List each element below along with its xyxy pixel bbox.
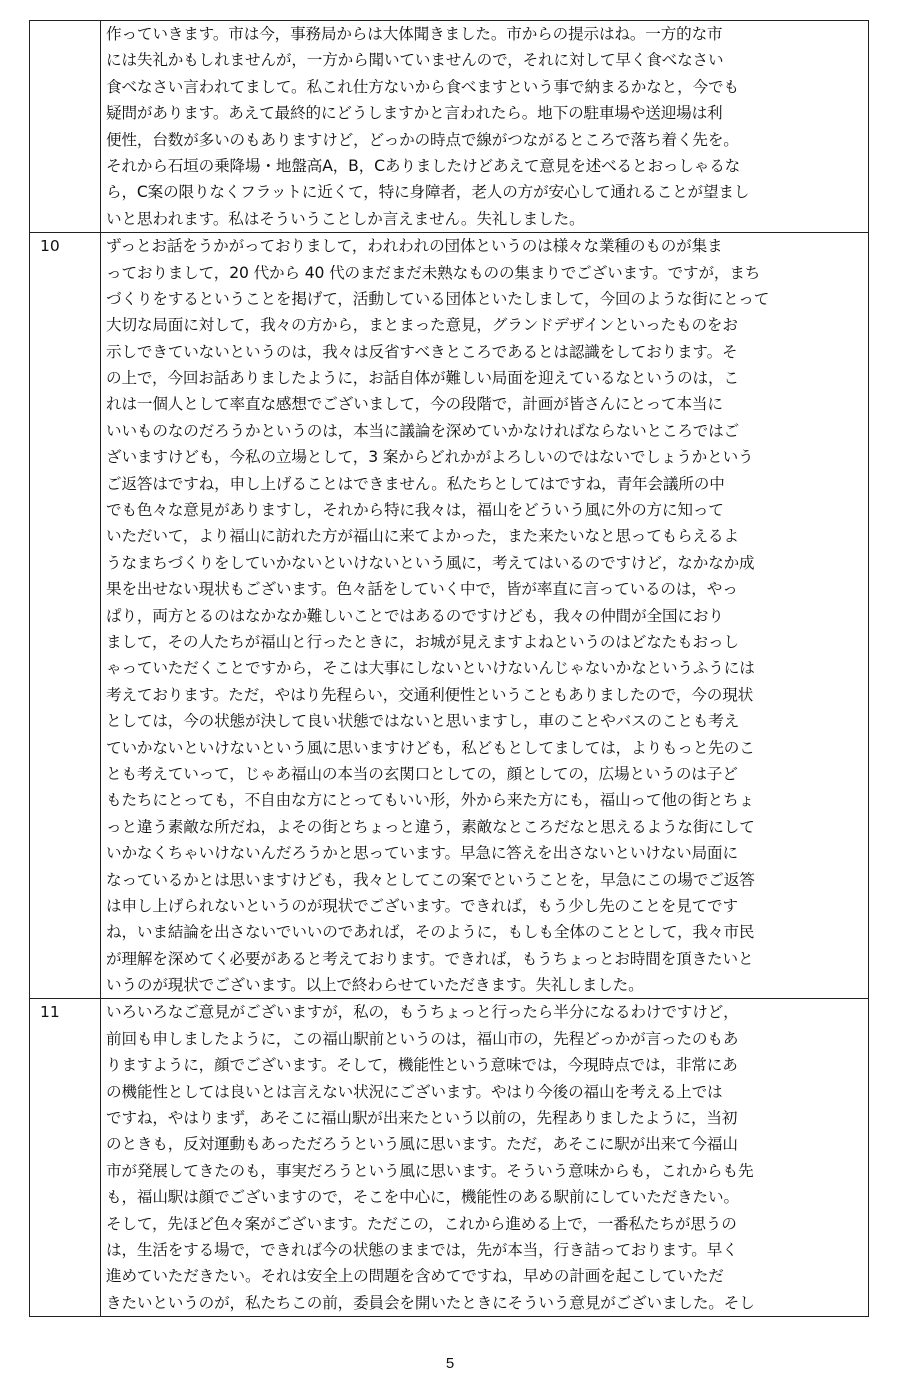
statement-line: ご返答はですね，申し上げることはできません。私たちとしてはですね，青年会議所の中 xyxy=(106,474,725,493)
speaker-number-cell: 11 xyxy=(30,999,101,1317)
statement-line: ずっとお話をうかがっておりまして，われわれの団体というのは様々な業種のものが集ま xyxy=(106,237,723,256)
statement-line: そして，先ほど色々案がございます。ただこの，これから進める上で，一番私たちが思うの xyxy=(106,1214,737,1233)
statement-line: きたいというのが，私たちこの前，委員会を開いたときにそういう意見がございました。そし xyxy=(106,1293,755,1312)
statement-line: 示しできていないというのは，我々は反省すべきところであるとは認識をしております。そ xyxy=(106,342,738,361)
statement-line: 市が発展してきたのも，事実だろうという風に思います。そういう意味からも，これからも先 xyxy=(106,1161,754,1180)
statement-line: ざいますけども，今私の立場として，3 案からどれかがよろしいのではないでしょうかという xyxy=(106,448,754,467)
statement-line: づくりをするということを掲げて，活動している団体といたしまして，今回のような街にとって xyxy=(106,289,770,308)
statement-line: いただいて，より福山に訪れた方が福山に来てよかった，また来たいなと思ってもらえるよ xyxy=(106,527,739,546)
statement-line: まして，その人たちが福山と行ったときに，お城が見えますよねというのはどなたもおっし xyxy=(106,632,739,651)
statement-line: いいものなのだろうかというのは，本当に議論を深めていかなければならないところではご xyxy=(106,421,740,440)
statement-line: それから石垣の乗降場・地盤高A，B，Cありましたけどあえて意見を述べるとおっしゃるな xyxy=(106,156,741,175)
speaker-number-cell xyxy=(30,21,101,233)
statement-line: としては，今の状態が決して良い状態ではないと思いますし，車のことやバスのことも考え xyxy=(106,712,740,731)
speaker-number-cell: 10 xyxy=(30,233,101,999)
statement-line: 食べなさい言われてまして。私これ仕方ないから食べますという事で納まるかなと，今でも xyxy=(106,77,739,96)
table-row xyxy=(30,999,869,1317)
statement-line: うなまちづくりをしていかないといけないという風に，考えてはいるのですけど，なかなか成 xyxy=(106,553,755,572)
minutes-table-body xyxy=(30,21,869,1317)
statement-line: れは一個人として率直な感想でございまして，今の段階で，計画が皆さんにとって本当に xyxy=(106,395,723,414)
statement-line: いかなくちゃいけないんだろうかと思っています。早急に答えを出さないといけない局面に xyxy=(106,844,738,863)
statement-line: もたちにとっても，不自由な方にとってもいい形，外から来た方にも，福山って他の街とちょ xyxy=(106,791,755,810)
statement-line: ですね，やはりまず，あそこに福山駅が出来たという以前の，先程ありましたように，当初 xyxy=(106,1109,738,1128)
statement-line: も，福山駅は顔でございますので，そこを中心に，機能性のある駅前にしていただきたい。 xyxy=(106,1188,739,1207)
statement-line: 考えております。ただ，やはり先程らい，交通利便性ということもありましたので，今の現状 xyxy=(106,685,754,704)
statement-line: 便性，台数が多いのもありますけど，どっかの時点で線がつながるところで落ち着く先を。 xyxy=(106,130,739,149)
table-row xyxy=(30,21,869,233)
statement-line: は申し上げられないというのが現状でございます。できれば，もう少し先のことを見てです xyxy=(106,896,738,915)
statement-line: ら，C案の限りなくフラットに近くて，特に身障者，老人の方が安心して通れることが望まし xyxy=(106,183,750,202)
statement-line: っと違う素敵な所だね，よその街とちょっと違う，素敵なところだなと思えるような街にして xyxy=(106,817,755,836)
statement-line: 大切な局面に対して，我々の方から，まとまった意見，グランドデザインといったものをお xyxy=(106,316,738,335)
statement-cell xyxy=(101,21,869,233)
minutes-table xyxy=(29,20,869,1317)
statement-line: りますように，顔でございます。そして，機能性という意味では，今現時点では，非常にあ xyxy=(106,1056,738,1075)
statement-line: いと思われます。私はそういうことしか言えません。失礼しました。 xyxy=(106,209,585,228)
statement-line: ね，いま結論を出さないでいいのであれば，そのように，もしも全体のこととして，我々市民 xyxy=(106,923,755,942)
statement-line: には失礼かもしれませんが，一方から聞いていませんので，それに対して早く食べなさい xyxy=(106,51,724,70)
statement-line: の機能性としては良いとは言えない状況にございます。やはり今後の福山を考える上では xyxy=(106,1082,723,1101)
statement-line: いろいろなご意見がございますが，私の，もうちょっと行ったら半分になるわけですけど， xyxy=(106,1003,739,1022)
statement-line: 前回も申しましたように，この福山駅前というのは，福山市の，先程どっかが言ったのもあ xyxy=(106,1029,739,1048)
statement-line: いうのが現状でございます。以上で終わらせていただきます。失礼しました。 xyxy=(106,976,644,995)
statement-line: は，生活をする場で，できれば今の状態のままでは，先が本当，行き詰っております。早く xyxy=(106,1240,738,1259)
statement-cell xyxy=(101,233,869,999)
statement-cell xyxy=(101,999,869,1317)
page-number: 5 xyxy=(445,1355,455,1372)
statement-line: のときも，反対運動もあっただろうという風に思います。ただ，あそこに駅が出来て今福山 xyxy=(106,1135,738,1154)
statement-line: が理解を深めてく必要があると考えております。できれば，もうちょっとお時間を頂きたいと xyxy=(106,949,754,968)
statement-line: 疑問があります。あえて最終的にどうしますかと言われたら。地下の駐車場や送迎場は利 xyxy=(106,104,723,123)
statement-line: の上で，今回お話ありましたように，お話自体が難しい局面を迎えているなというのは，こ xyxy=(106,369,739,388)
statement-line: っておりまして，20 代から 40 代のまだまだ未熟なものの集まりでございます。ですが，まち xyxy=(106,263,761,282)
statement-line: ゃっていただくことですから，そこは大事にしないといけないんじゃないかなというふうには xyxy=(106,659,755,678)
statement-line: なっているかとは思いますけども，我々としてこの案でということを，早急にこの場でご返答 xyxy=(106,870,755,889)
statement-line: ぱり，両方とるのはなかなか難しいことではあるのですけども，我々の仲間が全国におり xyxy=(106,606,724,625)
statement-line: 作っていきます。市は今，事務局からは大体聞きました。市からの提示はね。一方的な市 xyxy=(106,25,723,43)
statement-line: 果を出せない現状もございます。色々話をしていく中で，皆が率直に言っているのは，やっ xyxy=(106,580,738,599)
statement-line: ていかないといけないという風に思いますけども，私どもとしてましては，よりもっと先のこ xyxy=(106,738,755,757)
statement-line: でも色々な意見がありますし，それから特に我々は，福山をどういう風に外の方に知って xyxy=(106,501,724,520)
table-row xyxy=(30,233,869,999)
statement-line: とも考えていって，じゃあ福山の本当の玄関口としての，顔としての，広場というのは子ど xyxy=(106,764,738,783)
statement-line: 進めていただきたい。それは安全上の問題を含めてですね，早めの計画を起こしていただ xyxy=(106,1267,724,1286)
